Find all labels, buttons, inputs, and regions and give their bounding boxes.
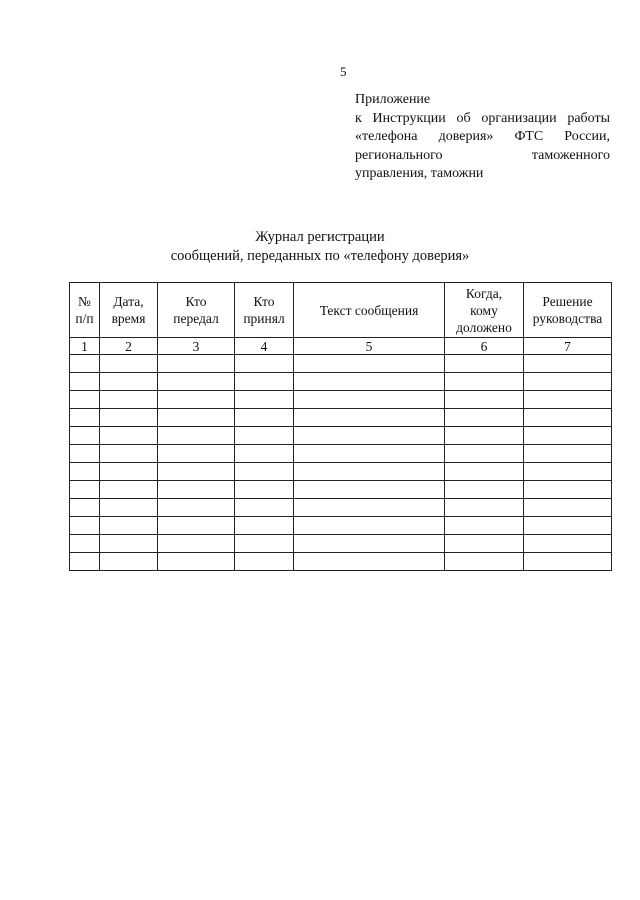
- table-cell: [100, 463, 158, 481]
- column-number-row: [70, 338, 612, 355]
- header-cell-receiver: Кто принял: [235, 283, 294, 338]
- table-cell: [294, 517, 445, 535]
- table-cell: [294, 409, 445, 427]
- table-cell: [445, 481, 524, 499]
- header-cell-message-text: Текст сообщения: [294, 283, 445, 338]
- table-cell: [294, 553, 445, 571]
- table-cell: [158, 409, 235, 427]
- table-row: [70, 391, 612, 409]
- table-row: [70, 409, 612, 427]
- table-cell: [294, 391, 445, 409]
- table-cell: [235, 427, 294, 445]
- header-row: [70, 283, 612, 338]
- table-row: [70, 481, 612, 499]
- table-cell: [158, 391, 235, 409]
- table-cell: [235, 481, 294, 499]
- table-cell: [445, 463, 524, 481]
- table-cell: [294, 355, 445, 373]
- table-cell: [524, 445, 612, 463]
- table-cell: [70, 427, 100, 445]
- table-cell: [158, 427, 235, 445]
- table-cell: [445, 445, 524, 463]
- table-cell: [445, 427, 524, 445]
- table-cell: [235, 373, 294, 391]
- table-row: [70, 517, 612, 535]
- header-cell-date-time: Дата, время: [100, 283, 158, 338]
- table-row: [70, 463, 612, 481]
- table-cell: [70, 391, 100, 409]
- journal-title: Журнал регистрации: [255, 229, 385, 245]
- table-cell: [100, 409, 158, 427]
- table-cell: [445, 409, 524, 427]
- table-cell: [100, 373, 158, 391]
- header-cell-reported: Когда, кому доложено: [445, 283, 524, 338]
- column-number: 7: [524, 338, 612, 355]
- table-cell: [158, 445, 235, 463]
- table-cell: [235, 535, 294, 553]
- table-row: [70, 499, 612, 517]
- table-cell: [294, 373, 445, 391]
- table-cell: [100, 427, 158, 445]
- header-cell-sender: Кто передал: [158, 283, 235, 338]
- table-cell: [524, 409, 612, 427]
- column-number: 1: [70, 338, 100, 355]
- table-cell: [524, 517, 612, 535]
- journal-subtitle: сообщений, переданных по «телефону доверия»: [170, 248, 470, 264]
- table-cell: [70, 535, 100, 553]
- table-cell: [70, 355, 100, 373]
- table-cell: [158, 481, 235, 499]
- header-cell-number: № п/п: [70, 283, 100, 338]
- column-number: 5: [294, 338, 445, 355]
- table-cell: [235, 463, 294, 481]
- table-cell: [235, 391, 294, 409]
- table-cell: [100, 355, 158, 373]
- table-cell: [158, 373, 235, 391]
- table-cell: [524, 499, 612, 517]
- table-row: [70, 355, 612, 373]
- table-cell: [524, 391, 612, 409]
- table-cell: [445, 499, 524, 517]
- appendix-line: регионального таможенного: [355, 147, 610, 163]
- table-cell: [70, 499, 100, 517]
- table-cell: [100, 553, 158, 571]
- table-cell: [100, 445, 158, 463]
- table-cell: [158, 499, 235, 517]
- header-cell-decision: Решение руководства: [524, 283, 612, 338]
- table-cell: [294, 463, 445, 481]
- table-cell: [294, 445, 445, 463]
- table-cell: [235, 409, 294, 427]
- table-cell: [70, 463, 100, 481]
- appendix-line: «телефона доверия» ФТС России,: [355, 129, 610, 144]
- table-cell: [70, 445, 100, 463]
- table-cell: [70, 373, 100, 391]
- table-cell: [235, 445, 294, 463]
- table-cell: [445, 535, 524, 553]
- table-row: [70, 427, 612, 445]
- appendix-line: управления, таможни: [355, 166, 484, 181]
- table-cell: [100, 481, 158, 499]
- page-number: 5: [340, 64, 347, 79]
- table-cell: [235, 499, 294, 517]
- column-number: 6: [445, 338, 524, 355]
- table-cell: [445, 517, 524, 535]
- table-cell: [294, 427, 445, 445]
- table-cell: [524, 373, 612, 391]
- table-cell: [100, 391, 158, 409]
- table-cell: [445, 373, 524, 391]
- column-number: 2: [100, 338, 158, 355]
- table-cell: [100, 535, 158, 553]
- table-cell: [100, 517, 158, 535]
- table-cell: [158, 355, 235, 373]
- table-cell: [445, 355, 524, 373]
- table-cell: [524, 427, 612, 445]
- table-cell: [158, 535, 235, 553]
- table-cell: [524, 553, 612, 571]
- table-cell: [235, 355, 294, 373]
- table-cell: [524, 481, 612, 499]
- column-number: 3: [158, 338, 235, 355]
- table-cell: [70, 481, 100, 499]
- table-cell: [70, 553, 100, 571]
- table-cell: [445, 553, 524, 571]
- table-cell: [100, 499, 158, 517]
- table-cell: [524, 535, 612, 553]
- table-cell: [445, 391, 524, 409]
- journal-table: [69, 282, 612, 571]
- table-cell: [524, 355, 612, 373]
- table-row: [70, 535, 612, 553]
- table-cell: [235, 517, 294, 535]
- table-cell: [70, 517, 100, 535]
- table-cell: [524, 463, 612, 481]
- table-cell: [158, 463, 235, 481]
- appendix-line: к Инструкции об организации работы: [355, 110, 610, 126]
- table-cell: [294, 481, 445, 499]
- table-cell: [294, 499, 445, 517]
- appendix-line: Приложение: [355, 92, 431, 107]
- table-cell: [70, 409, 100, 427]
- table-cell: [158, 553, 235, 571]
- table-cell: [294, 535, 445, 553]
- table-row: [70, 553, 612, 571]
- table-cell: [158, 517, 235, 535]
- column-number: 4: [235, 338, 294, 355]
- table-row: [70, 445, 612, 463]
- table-row: [70, 373, 612, 391]
- appendix-note: [355, 91, 610, 184]
- table-cell: [235, 553, 294, 571]
